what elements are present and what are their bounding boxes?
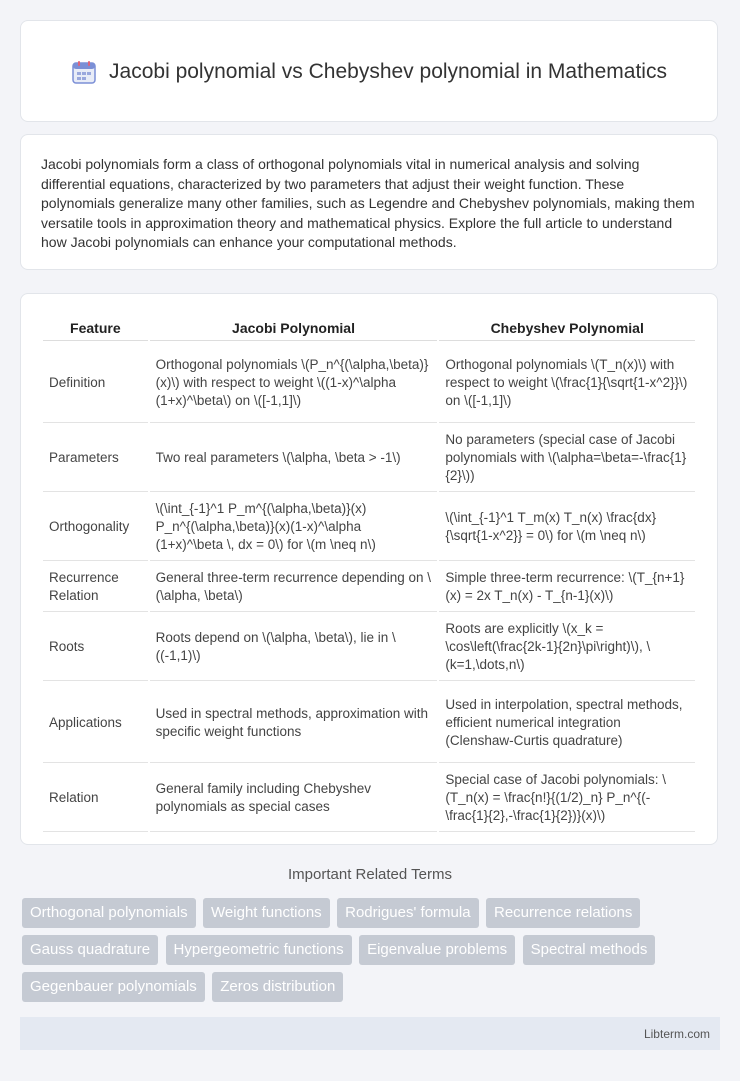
related-term-tag[interactable]: Hypergeometric functions <box>166 935 352 965</box>
header-feature: Feature <box>43 316 148 341</box>
row-feature: Orthogonality <box>43 494 148 561</box>
table-row <box>43 343 695 423</box>
table-row <box>43 425 695 492</box>
table-row <box>43 614 695 681</box>
row-feature: Recurrence Relation <box>43 563 148 612</box>
related-terms-title: Important Related Terms <box>288 866 452 883</box>
row-feature: Roots <box>43 614 148 681</box>
row-jacobi: Orthogonal polynomials \(P_n^{(\alpha,\beta)}(x)\) with respect to weight \((1-x)^\alpha (1+x)^\beta\) on \([-1,1]\) <box>150 343 438 423</box>
title-card <box>20 20 718 122</box>
row-feature: Definition <box>43 343 148 423</box>
row-chebyshev: Used in interpolation, spectral methods, efficient numerical integration (Clenshaw-Curtis quadrature) <box>439 683 695 763</box>
related-term-tag[interactable]: Zeros distribution <box>212 972 343 1002</box>
related-term-tag[interactable]: Weight functions <box>203 898 330 928</box>
row-jacobi: General family including Chebyshev polynomials as special cases <box>150 765 438 832</box>
row-feature: Parameters <box>43 425 148 492</box>
table-row <box>43 765 695 832</box>
table-row <box>43 563 695 612</box>
related-term-tag[interactable]: Eigenvalue problems <box>359 935 515 965</box>
row-chebyshev: Simple three-term recurrence: \(T_{n+1}(x) = 2x T_n(x) - T_{n-1}(x)\) <box>439 563 695 612</box>
row-chebyshev: Orthogonal polynomials \(T_n(x)\) with respect to weight \(\frac{1}{\sqrt{1-x^2}}\) on \([-1,1]\) <box>439 343 695 423</box>
row-jacobi: Roots depend on \(\alpha, \beta\), lie in \((-1,1)\) <box>150 614 438 681</box>
row-feature: Applications <box>43 683 148 763</box>
related-term-tag[interactable]: Gegenbauer polynomials <box>22 972 205 1002</box>
row-jacobi: Two real parameters \(\alpha, \beta > -1\) <box>150 425 438 492</box>
related-term-tag[interactable]: Spectral methods <box>523 935 656 965</box>
footer-brand-link[interactable]: Libterm.com <box>643 1026 710 1041</box>
related-term-tag[interactable]: Gauss quadrature <box>22 935 158 965</box>
row-chebyshev: Roots are explicitly \(x_k = \cos\left(\frac{2k-1}{2n}\pi\right)\), \(k=1,\dots,n\) <box>439 614 695 681</box>
row-jacobi: Used in spectral methods, approximation with specific weight functions <box>150 683 438 763</box>
table-row <box>43 683 695 763</box>
row-chebyshev: Special case of Jacobi polynomials: \(T_n(x) = \frac{n!}{(1/2)_n} P_n^{(-\frac{1}{2},-\frac{1}{2})}(x)\) <box>439 765 695 832</box>
footer <box>20 1017 720 1050</box>
related-term-tag[interactable]: Orthogonal polynomials <box>22 898 196 928</box>
intro-card <box>20 134 718 270</box>
comparison-card <box>20 293 718 845</box>
related-terms-list <box>22 898 722 1009</box>
calendar-icon <box>71 59 97 85</box>
comparison-table <box>41 314 697 834</box>
table-header-row <box>43 316 695 341</box>
row-feature: Relation <box>43 765 148 832</box>
page-title: Jacobi polynomial vs Chebyshev polynomial in Mathematics <box>109 59 667 83</box>
row-jacobi: \(\int_{-1}^1 P_m^{(\alpha,\beta)}(x) P_n^{(\alpha,\beta)}(x)(1-x)^\alpha (1+x)^\beta \, dx = 0\) for \(m \neq n\) <box>150 494 438 561</box>
row-chebyshev: \(\int_{-1}^1 T_m(x) T_n(x) \frac{dx}{\sqrt{1-x^2}} = 0\) for \(m \neq n\) <box>439 494 695 561</box>
header-jacobi: Jacobi Polynomial <box>150 316 438 341</box>
row-jacobi: General three-term recurrence depending on \(\alpha, \beta\) <box>150 563 438 612</box>
related-term-tag[interactable]: Recurrence relations <box>486 898 640 928</box>
title-wrap <box>69 57 669 86</box>
table-row <box>43 494 695 561</box>
intro-paragraph: Jacobi polynomials form a class of orthogonal polynomials vital in numerical analysis and solving differential equations, characterized by two parameters that adjust their weight function. These polynomials generalize many other families, such as Legendre and Chebyshev polynomials, making them versatile tools in approximation theory and mathematical physics. Explore the full article to understand how Jacobi polynomials can enhance your computational methods. <box>41 156 695 250</box>
header-chebyshev: Chebyshev Polynomial <box>439 316 695 341</box>
row-chebyshev: No parameters (special case of Jacobi polynomials with \(\alpha=\beta=-\frac{1}{2}\)) <box>439 425 695 492</box>
related-term-tag[interactable]: Rodrigues' formula <box>337 898 478 928</box>
